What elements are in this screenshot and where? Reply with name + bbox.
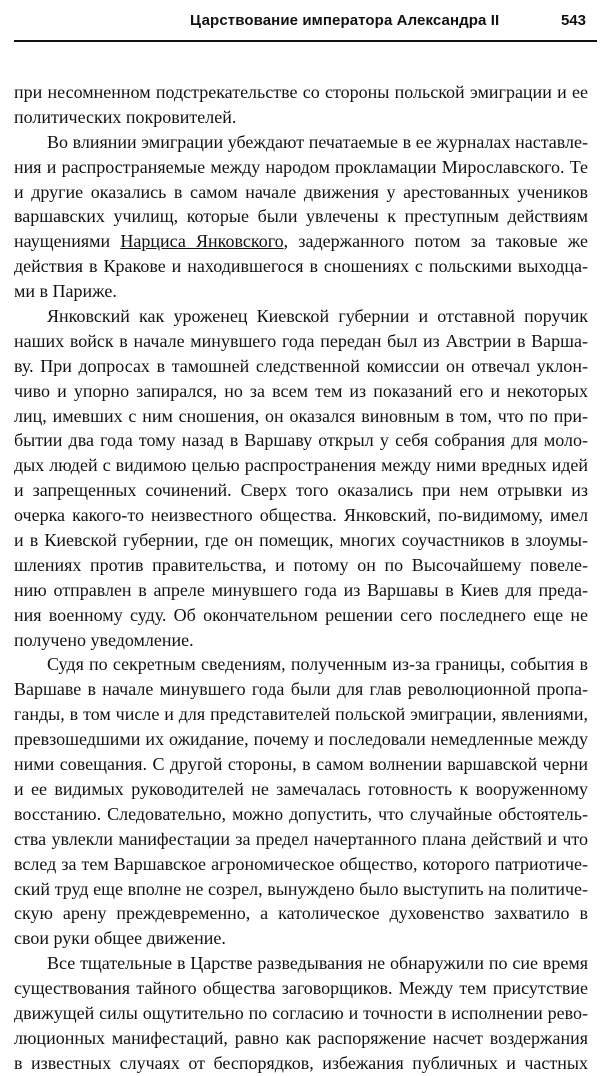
text-line: [14, 827, 588, 852]
text-line: [14, 254, 588, 279]
text-line: [14, 578, 588, 603]
text-line: [14, 1026, 588, 1051]
line-text: и запрещенных сочинений. Сверх того оказались при нем отрывки из: [14, 480, 588, 501]
line-text: Судя по секретным сведениям, полученным из-за границы, события в: [47, 654, 588, 675]
text-line: [14, 702, 588, 727]
line-text: ву. При допросах в тамошней следственной комиссии он отвечал уклон-: [14, 355, 588, 376]
text-line: [14, 1001, 588, 1026]
line-text: Янковский как уроженец Киевской губернии и отставной поручик: [47, 306, 588, 327]
line-text: чиво и упорно запирался, но за всем тем из показаний его и некоторых: [14, 380, 588, 401]
line-text-tail: , задержанного потом за таковые же: [283, 231, 588, 252]
text-line: [14, 852, 588, 877]
page-number: 543: [560, 12, 586, 29]
text-line: [14, 279, 588, 304]
text-line: [14, 752, 588, 777]
line-text: скую арену преждевременно, а католическое духовенство захватило в: [14, 903, 588, 924]
line-text: ния и распространяемые между народом прокламации Мирославского. Те: [14, 156, 588, 177]
text-line: [14, 677, 588, 702]
header-rule: [14, 40, 597, 42]
text-line: [14, 80, 588, 105]
line-text: люционных манифестаций, равно как распоряжение насчет воздержания: [14, 1027, 588, 1048]
line-text: ский труд еще вполне не созрел, вынуждено было выступить на политиче-: [14, 878, 588, 899]
text-line: [14, 528, 588, 553]
line-text: Во влиянии эмиграции убеждают печатаемые в ее журналах наставле-: [47, 131, 588, 152]
line-text: нию отправлен в апреле минувшего года из Варшавы в Киев для преда-: [14, 579, 588, 600]
line-text: получено уведомление.: [14, 629, 194, 650]
line-text: лиц, имевших с ним сношения, он оказался виновным в том, что по при-: [14, 405, 588, 426]
line-text: и другие оказались в самом начале движения у арестованных учеников: [14, 181, 588, 202]
text-line: [14, 652, 588, 677]
text-line: [14, 777, 588, 802]
text-line: [14, 204, 588, 229]
line-text: существования тайного общества заговорщиков. Между тем присутствие: [14, 978, 588, 999]
line-text: ми в Париже.: [14, 281, 117, 302]
line-text: политических покровителей.: [14, 106, 237, 127]
line-text: ними совещания. С другой стороны, в самом волнении варшавской черни: [14, 754, 588, 775]
text-line: [14, 877, 588, 902]
line-text: наущениями: [14, 231, 111, 252]
text-line: [14, 105, 588, 130]
text-line: [14, 180, 588, 205]
text-line: [14, 453, 588, 478]
line-text: варшавских училищ, которые были увлечены к преступным действиям: [14, 206, 588, 227]
text-line: [14, 727, 588, 752]
line-text: дых людей с видимою целью распространения между ними вредных идей: [14, 455, 588, 476]
line-text: при несомненном подстрекательстве со стороны польской эмиграции и ее: [14, 82, 588, 102]
line-text: вслед за тем Варшавское агрономическое общество, которого патриотиче-: [14, 853, 588, 874]
text-line: [14, 304, 588, 329]
line-text: ганды, в том числе и для представителей польской эмиграции, явлениями,: [14, 704, 588, 725]
text-line: [14, 354, 588, 379]
text-line: [14, 951, 588, 976]
text-line: [14, 603, 588, 628]
text-line: [14, 428, 588, 453]
line-text: свои руки общее движение.: [14, 928, 226, 949]
text-line: [14, 926, 588, 951]
text-line: [14, 329, 588, 354]
line-text: наших войск в начале минувшего года передан был из Австрии в Варша-: [14, 330, 588, 351]
text-line: [14, 976, 588, 1001]
line-text: и в Киевской губернии, где он помещик, многих соучастников в злоумы-: [14, 530, 588, 551]
text-line: [14, 1051, 588, 1076]
text-line: [14, 503, 588, 528]
line-text: превзошедшими их ожидание, почему и последовали немедленные между: [14, 729, 588, 750]
running-title: Царствование императора Александра II: [190, 12, 500, 29]
line-text: и ее видимых руководителей не замечалась готовность к вооруженному: [14, 778, 588, 799]
line-text: в известных случаях от беспорядков, избежания публичных и частных: [14, 1052, 588, 1073]
text-line: [14, 628, 588, 653]
text-line: [14, 553, 588, 578]
text-line: [14, 379, 588, 404]
line-text: Варшаве в начале минувшего года были для глав революционной пропа-: [14, 679, 588, 700]
line-text: ния военному суду. Об окончательном решении сего последнего еще не: [14, 604, 588, 625]
line-text: действия в Кракове и находившегося в сношениях с польскими выходца-: [14, 256, 588, 277]
text-line: [14, 229, 588, 254]
underlined-name: Нарциса Янковского: [120, 231, 284, 252]
text-line: [14, 478, 588, 503]
text-line: [14, 901, 588, 926]
line-text: шлениях против правительства, и потому он по Высочайшему повеле-: [14, 554, 588, 575]
line-text: бытии два года тому назад в Варшаву открыл у себя собрания для моло-: [14, 430, 588, 451]
body-text: [14, 80, 588, 1076]
text-line: [14, 404, 588, 429]
line-text: восстанию. Следовательно, можно допустить, что случайные обстоятель-: [14, 803, 588, 824]
line-text: Все тщательные в Царстве разведывания не обнаружили по сие время: [47, 953, 588, 974]
line-text: движущей силы ощутительно по согласию и точности в исполнении рево-: [14, 1002, 588, 1023]
text-line: [14, 130, 588, 155]
text-line: [14, 802, 588, 827]
text-line: [14, 155, 588, 180]
line-text: ства увлекли манифестации за предел начертанного плана действий и что: [14, 828, 588, 849]
line-text: очерка какого-то неизвестного общества. Янковский, по-видимому, имел: [14, 505, 588, 526]
